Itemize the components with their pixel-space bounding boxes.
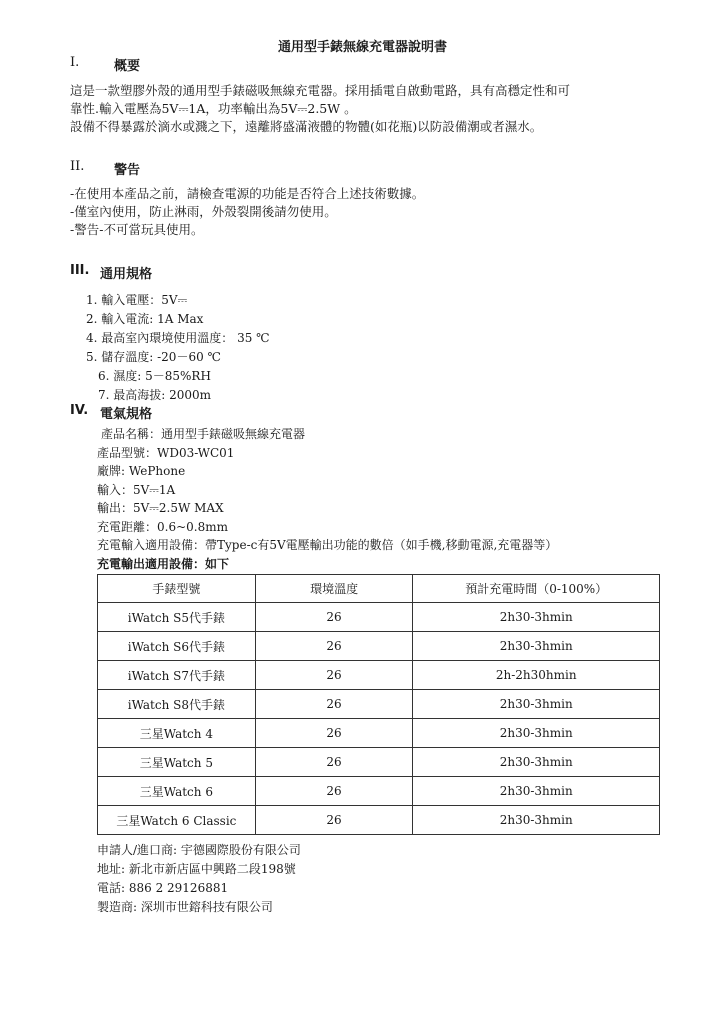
address-line: 地址: 新北市新店區中興路二段198號 (97, 862, 296, 876)
spec-item: 4. 最高室內環境使用溫度： 35 ℃ (86, 331, 270, 345)
section-number: III. (70, 263, 90, 278)
spec-item: 充電輸入適用設備：帶Type-c有5V電壓輸出功能的數倍（如手機,移動電源,充電器等） (97, 538, 558, 552)
table-row (98, 748, 660, 777)
table-cell: 2h-2h30hmin (413, 661, 660, 690)
section-number: I. (70, 55, 80, 70)
table-cell: 26 (255, 661, 413, 690)
table-cell: 2h30-3hmin (413, 748, 660, 777)
table-cell: 26 (255, 690, 413, 719)
warning-item: -在使用本產品之前，請檢查電源的功能是否符合上述技術數據。 (70, 186, 425, 201)
table-cell: iWatch S5代手錶 (98, 603, 256, 632)
paragraph-line: 靠性.輸入電壓為5V⎓1A，功率輸出為5V⎓2.5W 。 (70, 101, 357, 116)
warning-list (70, 185, 424, 239)
table-row (98, 777, 660, 806)
table-cell: 三星Watch 6 (98, 777, 256, 806)
table-cell: iWatch S7代手錶 (98, 661, 256, 690)
table-row (98, 690, 660, 719)
section-warning-heading (70, 159, 670, 179)
spec-item: 充電距離：0.6~0.8mm (97, 519, 228, 534)
table-cell: 26 (255, 632, 413, 661)
applicant-line: 申請人/進口商: 宇德國際股份有限公司 (97, 843, 301, 857)
table-row (98, 719, 660, 748)
compatible-devices-table (97, 574, 660, 835)
paragraph-line: 這是一款塑膠外殼的通用型手錶磁吸無線充電器。採用插電自啟動電路，具有高穩定性和可 (70, 83, 571, 98)
table-cell: 三星Watch 4 (98, 719, 256, 748)
spec-item: 7. 最高海拔: 2000m (98, 388, 212, 402)
table-cell: 26 (255, 777, 413, 806)
spec-item: 產品名稱：通用型手錶磁吸無線充電器 (101, 427, 306, 441)
section-name: 警告 (114, 163, 141, 178)
table-header-row (98, 575, 660, 603)
manufacturer-line: 製造商: 深圳市世鎔科技有限公司 (97, 900, 273, 914)
spec-item: 6. 濕度: 5－85%RH (98, 369, 211, 383)
table-cell: 三星Watch 6 Classic (98, 806, 256, 835)
table-cell: 26 (255, 603, 413, 632)
electrical-spec-list (97, 425, 557, 573)
section-electrical-spec-heading (70, 403, 670, 423)
section-name: 概要 (114, 59, 141, 74)
document-title: 通用型手錶無線充電器說明書 (277, 40, 447, 55)
spec-item: 廠牌: WePhone (97, 464, 186, 478)
table-cell: 三星Watch 5 (98, 748, 256, 777)
table-cell: 2h30-3hmin (413, 632, 660, 661)
overview-paragraph (70, 82, 570, 136)
table-row (98, 603, 660, 632)
spec-item: 2. 輸入電流: 1A Max (86, 312, 204, 326)
warning-item: -僅室內使用，防止淋雨，外殼裂開後請勿使用。 (70, 204, 337, 219)
table-cell: 2h30-3hmin (413, 806, 660, 835)
general-spec-list (86, 291, 270, 405)
spec-item: 輸入：5V⎓1A (97, 482, 176, 497)
spec-item: 1. 輸入電壓：5V⎓ (86, 293, 188, 307)
section-name: 通用規格 (100, 267, 153, 282)
table-row (98, 632, 660, 661)
table-row (98, 661, 660, 690)
applicant-info (97, 841, 301, 917)
section-number: II. (70, 159, 85, 174)
table-cell: 26 (255, 719, 413, 748)
header-cell: 預計充電時間（0-100%） (413, 575, 660, 603)
header-cell: 環境溫度 (255, 575, 413, 603)
table-row (98, 806, 660, 835)
spec-item: 5. 儲存溫度: -20－60 ℃ (86, 350, 221, 364)
table-cell: 26 (255, 806, 413, 835)
paragraph-line: 設備不得暴露於滴水或濺之下，遠離將盛滿液體的物體(如花瓶)以防設備潮或者濕水。 (70, 119, 543, 134)
table-cell: 26 (255, 748, 413, 777)
table-cell: 2h30-3hmin (413, 719, 660, 748)
section-name: 電氣規格 (100, 407, 153, 422)
spec-item: 輸出：5V⎓2.5W MAX (97, 501, 224, 515)
warning-item: -警告-不可當玩具使用。 (70, 222, 204, 237)
table-cell: 2h30-3hmin (413, 690, 660, 719)
section-general-spec-heading (70, 263, 670, 283)
spec-item: 產品型號：WD03-WC01 (97, 445, 235, 460)
table-cell: iWatch S6代手錶 (98, 632, 256, 661)
table-cell: 2h30-3hmin (413, 777, 660, 806)
table-cell: 2h30-3hmin (413, 603, 660, 632)
table-cell: iWatch S8代手錶 (98, 690, 256, 719)
section-number: IV. (70, 403, 89, 418)
phone-line: 電話: 886 2 29126881 (97, 881, 229, 895)
header-cell: 手錶型號 (98, 575, 256, 603)
section-overview-heading (70, 55, 670, 75)
table-heading: 充電輸出適用設備：如下 (97, 556, 230, 571)
